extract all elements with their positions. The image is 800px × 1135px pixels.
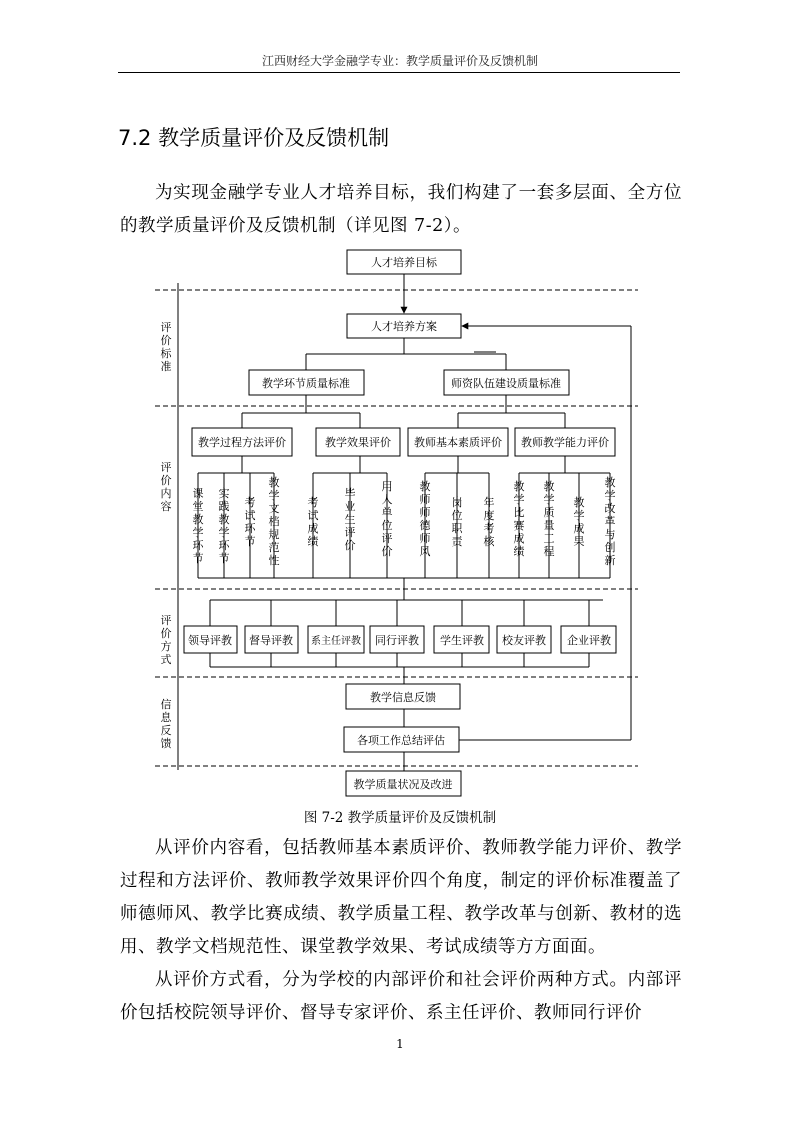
item-label: 实践教学环节 [218,487,230,565]
page-number: 1 [396,1037,404,1051]
item-label: 用人单位评价 [381,480,393,558]
item-label: 毕业生评价 [344,487,356,552]
item-label: 课堂教学环节 [192,487,204,565]
item-label: 考试成绩 [307,496,319,548]
method-label-7: 企业评教 [567,634,611,647]
side-label: 评价方式 [160,614,172,666]
category-label-3: 教师基本素质评价 [414,436,502,449]
item-label: 教学质量工程 [543,480,555,558]
section-title: 7.2 教学质量评价及反馈机制 [118,126,390,150]
top-box-label: 人才培养目标 [371,256,437,269]
category-label-1: 教学过程方法评价 [198,436,286,449]
item-label: 年度考核 [483,496,495,548]
body-text-1: 从评价内容看，包括教师基本素质评价、教师教学能力评价、教学过程和方法评价、教师教学效果评价四个角度，制定的评价标准覆盖了师德师风、教学比赛成绩、教学质量工程、教学改革与创新、教材的选用、教学文档规范性、课堂教学效果、考试成绩等方方面面。 [120,838,682,957]
standard-label-2: 师资队伍建设质量标准 [451,377,561,390]
summary-label: 各项工作总结评估 [357,734,445,747]
item-label: 教学改革与创新 [604,476,616,567]
item-label: 教学成果 [573,496,585,548]
category-label-2: 教学效果评价 [325,436,391,449]
method-label-3: 系主任评教 [311,636,361,647]
category-label-4: 教师教学能力评价 [521,436,609,449]
figure-caption: 图 7-2 教学质量评价及反馈机制 [303,810,497,826]
item-label: 考试环节 [244,496,256,548]
plan-box-label: 人才培养方案 [371,320,437,333]
item-label: 岗位职责 [451,496,463,548]
side-label: 评价标准 [160,321,172,373]
page-header: 江西财经大学金融学专业：教学质量评价及反馈机制 [261,54,538,68]
body-text-2: 从评价方式看，分为学校的内部评价和社会评价两种方式。内部评价包括校院领导评价、督导专家评价、系主任评价、教师同行评价 [120,970,682,1023]
item-label: 教学比赛成绩 [513,480,525,558]
intro-text: 为实现金融学专业人才培养目标，我们构建了一套多层面、全方位的教学质量评价及反馈机制（详见图 7-2）。 [120,183,682,236]
body-paragraph-1 [120,832,682,964]
feedback-label: 教学信息反馈 [370,691,436,704]
body-paragraph-2 [120,964,682,1030]
side-label: 评价内容 [160,461,172,513]
method-label-4: 同行评教 [375,634,419,647]
bottom-box-label: 教学质量状况及改进 [353,778,453,791]
item-label: 教师师德师风 [419,480,431,558]
item-label: 教学文档规范性 [268,476,280,567]
method-label-5: 学生评教 [440,634,484,647]
standard-label-1: 教学环节质量标准 [262,377,350,390]
side-label: 信息反馈 [160,698,172,750]
method-label-6: 校友评教 [502,634,546,647]
method-label-1: 领导评教 [188,634,232,647]
method-label-2: 督导评教 [249,634,293,647]
